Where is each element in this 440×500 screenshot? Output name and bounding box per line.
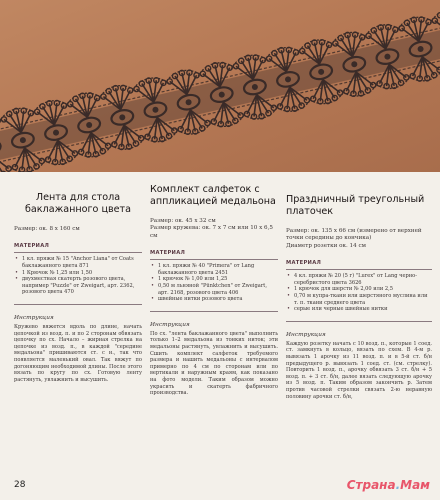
list-item: • 1 крючок № 1,00 или 1,25 xyxy=(150,276,278,283)
medallion-center xyxy=(186,99,192,105)
list-item: • швейные нитки розового цвета xyxy=(150,296,278,303)
divider xyxy=(286,269,432,270)
napkins-title: Комплект салфеток с аппликацией медальона xyxy=(150,184,276,207)
column-napkins xyxy=(150,176,278,397)
medallion-center xyxy=(351,61,357,67)
medallion-center xyxy=(152,107,158,113)
medallion-center xyxy=(418,46,424,52)
medallion-center xyxy=(20,137,26,143)
page-number: 28 xyxy=(14,480,26,490)
shawl-instr-header: Инструкция xyxy=(286,331,326,338)
napkins-size: Размер: ок. 45 х 32 см Размер кружева: ок. 7 х 7 см или 10 х 6,5 см xyxy=(150,218,273,239)
medallion-center xyxy=(384,54,390,60)
divider xyxy=(150,259,278,260)
lace-ribbon-image xyxy=(0,0,440,172)
ribbon-material-header: МАТЕРИАЛ xyxy=(14,243,50,250)
watermark-part1: Страна xyxy=(346,478,396,492)
medallion-center xyxy=(252,84,258,90)
column-ribbon xyxy=(14,176,142,383)
list-item: • двухместная скатерть розового цвета, например "Puzzle" от Zweigart, арт. 2362, розового цвета 470 xyxy=(14,276,142,296)
divider xyxy=(14,304,142,305)
list-item: • 1 крючок для шерсти № 2,00 или 2,5 xyxy=(286,286,432,293)
list-item: • 1 кл. пряжи № 40 "Primera" от Lang баклажанного цвета 2451 xyxy=(150,263,278,276)
shawl-title: Праздничный треугольный платочек xyxy=(286,194,425,217)
site-watermark[interactable] xyxy=(347,478,430,492)
divider xyxy=(14,252,142,253)
napkins-material-list xyxy=(150,263,278,303)
list-item: • серые или черные швейные нитки xyxy=(286,306,432,313)
list-item: • 4 кл. пряжи № 20 (5 г) "Lurex" от Lang черно-серебристого цвета 3626 xyxy=(286,273,432,286)
divider xyxy=(150,311,278,312)
medallion-center xyxy=(285,76,291,82)
shawl-material-list xyxy=(286,273,432,313)
medallion-center xyxy=(219,92,225,98)
ribbon-instructions: Кружево вяжется вдоль по длине, начать цепочкой из возд. п. и по 2 сторонам обвязать цепочку по сх. Начало – жирная стрелка на цепочке из возд. п., в каждой "середине медальона" пришиваются ст. с н., так что появляется маленький овал. Так вяжут по догоняющим необходимой длины. После этого вязать по кругу по сх. Готовую ленту растянуть, увлажнить и высушить. xyxy=(14,323,142,383)
list-item: • 1 кл. пряжи № 15 "Anchor Liana" от Coats баклажанного цвета 871 xyxy=(14,256,142,269)
napkins-material-header: МАТЕРИАЛ xyxy=(150,250,186,257)
medallion-center xyxy=(318,69,324,75)
medallion-center xyxy=(119,114,125,120)
medallion-center xyxy=(53,130,59,136)
ribbon-material-list xyxy=(14,256,142,296)
ribbon-size: Размер: ок. 8 х 160 см xyxy=(14,226,80,232)
lace-ribbon-photo xyxy=(0,0,440,172)
shawl-size: Размер: ок. 135 х 66 см (измерено от верхней точки середины до кончика) Диаметр розетки ок. 14 см xyxy=(286,228,422,249)
list-item: • 0,70 м купра-ткани или шерстяного муслина или т. п. ткани среднего цвета xyxy=(286,293,432,306)
list-item: • 0,50 м льняной "Pünktchen" от Zweigart, арт. 2168, розового цвета 406 xyxy=(150,283,278,296)
napkins-instr-header: Инструкция xyxy=(150,321,190,328)
shawl-instructions: Каждую розетку начать с 10 возд. п., которые 1 сoед. ст. замкнуть в кольцо, вязать по схем. В 4-м р. вывязать 1 арочку из 11 возд. п. и в 5-й ст. б/н предыдущего р. вывязать 1 соед. ст. (см. стрелку). Повторить 1 возд. п., арочку обвязать 3 ст. б/н + 5 возд. п. + 3 ст. б/н, далее вязать следующую арочку из 5 возд. п. Таким образом закончить р. Затем против часовой стрелки связать 2-ю неравную половину арочки ст. б/н, xyxy=(286,340,432,400)
divider xyxy=(286,321,432,322)
napkins-instructions: По сх. "лента баклажанного цвета" выполнить только 1–2 медальона из тонких ниток; эти медальоны растянуть, увлажнить и высушить. Сшить комплект салфеток требуемого размера и нашить медальоны с интервалом примерно по 4 см по сторонам или по вертикали и наружным краям, как показано на фото модели. Таким образом можно украсить и скатерть фабричного производства. xyxy=(150,330,278,397)
watermark-dot: . xyxy=(395,478,401,492)
list-item: • 1 Крючок № 1,25 или 1,50 xyxy=(14,270,142,277)
watermark-part2: Мам xyxy=(400,478,430,492)
column-shawl xyxy=(286,176,432,400)
medallion-center xyxy=(86,122,92,128)
ribbon-title: Лента для стола баклажанного цвета xyxy=(24,192,132,215)
ribbon-instr-header: Инструкция xyxy=(14,314,54,321)
shawl-material-header: МАТЕРИАЛ xyxy=(286,260,322,267)
